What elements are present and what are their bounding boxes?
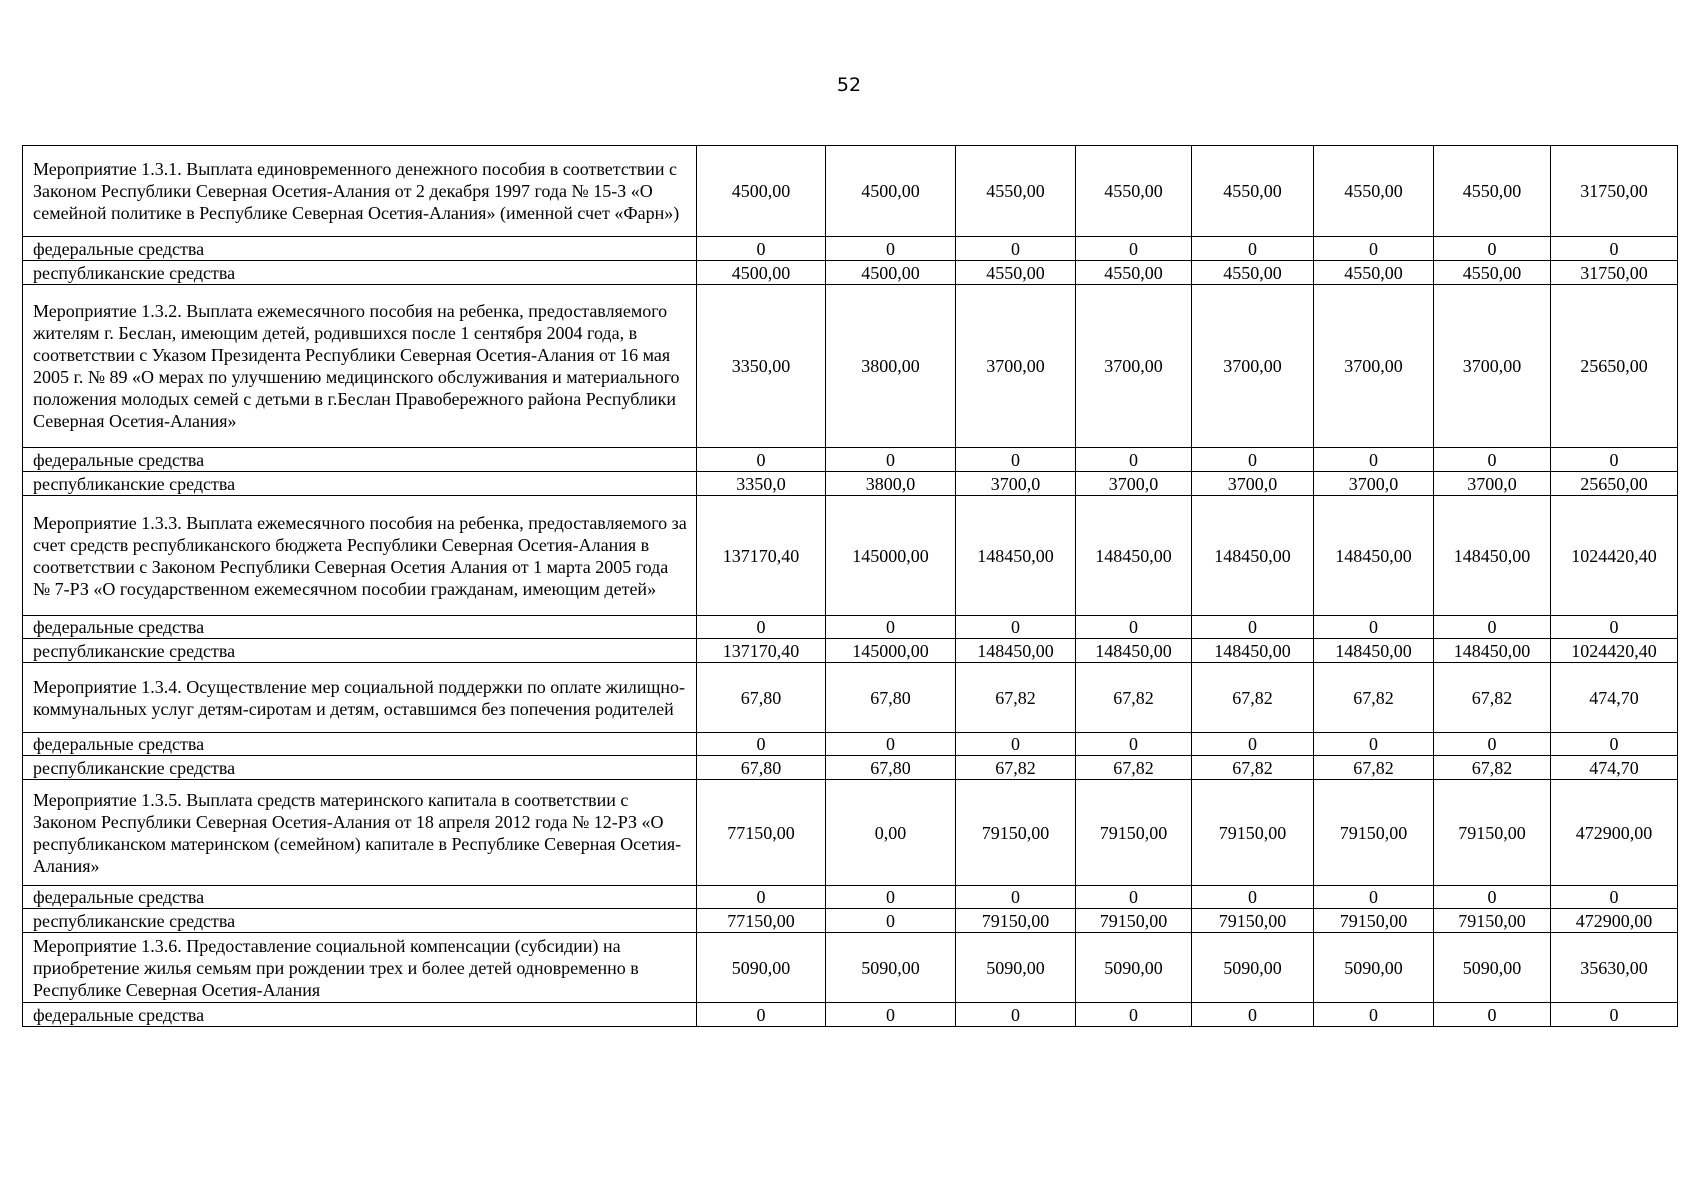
row-value: 5090,00 (1434, 933, 1551, 1003)
row-value: 474,70 (1551, 663, 1678, 733)
row-value: 0 (1434, 448, 1551, 472)
row-value: 1024420,40 (1551, 639, 1678, 663)
row-value: 3350,00 (697, 285, 826, 448)
row-value: 148450,00 (1314, 496, 1434, 616)
row-description: республиканские средства (23, 639, 697, 663)
row-value: 67,80 (697, 756, 826, 780)
row-value: 4500,00 (826, 146, 956, 237)
row-value: 67,82 (1076, 663, 1192, 733)
row-value: 4500,00 (697, 146, 826, 237)
row-value: 3700,0 (1314, 472, 1434, 496)
row-value: 0 (1434, 616, 1551, 639)
row-value: 145000,00 (826, 639, 956, 663)
row-value: 0 (1434, 1003, 1551, 1027)
row-value: 0 (1434, 237, 1551, 261)
page-number: 52 (836, 74, 862, 96)
row-value: 0 (1551, 237, 1678, 261)
row-value: 0 (826, 886, 956, 909)
row-value: 77150,00 (697, 780, 826, 886)
row-value: 0 (1314, 733, 1434, 756)
row-value: 5090,00 (1192, 933, 1314, 1003)
row-value: 3700,00 (1314, 285, 1434, 448)
row-value: 4550,00 (1076, 146, 1192, 237)
row-description: федеральные средства (23, 237, 697, 261)
row-value: 472900,00 (1551, 909, 1678, 933)
row-value: 67,82 (956, 663, 1076, 733)
row-value: 67,82 (1434, 663, 1551, 733)
budget-table (22, 145, 1678, 1027)
row-value: 0 (956, 733, 1076, 756)
row-description: республиканские средства (23, 261, 697, 285)
row-value: 0 (1314, 1003, 1434, 1027)
row-value: 4550,00 (1434, 261, 1551, 285)
row-value: 0 (826, 1003, 956, 1027)
row-value: 0 (1434, 886, 1551, 909)
row-value: 4550,00 (1314, 261, 1434, 285)
row-value: 148450,00 (1076, 496, 1192, 616)
row-value: 79150,00 (1434, 780, 1551, 886)
row-value: 79150,00 (1314, 909, 1434, 933)
row-value: 3700,00 (1192, 285, 1314, 448)
row-description: федеральные средства (23, 1003, 697, 1027)
row-value: 0 (826, 237, 956, 261)
row-value: 0 (956, 237, 1076, 261)
row-value: 137170,40 (697, 639, 826, 663)
row-value: 3700,0 (1192, 472, 1314, 496)
row-value: 79150,00 (1192, 780, 1314, 886)
row-value: 0 (1551, 616, 1678, 639)
row-value: 67,82 (1192, 756, 1314, 780)
row-value: 0 (956, 616, 1076, 639)
row-value: 5090,00 (697, 933, 826, 1003)
row-value: 0 (697, 1003, 826, 1027)
row-value: 4550,00 (956, 146, 1076, 237)
row-value: 4550,00 (1192, 146, 1314, 237)
row-value: 3350,0 (697, 472, 826, 496)
row-value: 79150,00 (1314, 780, 1434, 886)
row-value: 0 (1551, 448, 1678, 472)
row-description: республиканские средства (23, 472, 697, 496)
row-value: 148450,00 (1434, 496, 1551, 616)
row-value: 0 (697, 237, 826, 261)
row-value: 31750,00 (1551, 261, 1678, 285)
row-value: 137170,40 (697, 496, 826, 616)
table-row (23, 261, 1678, 285)
row-value: 0 (826, 733, 956, 756)
row-value: 4550,00 (1434, 146, 1551, 237)
table-row (23, 756, 1678, 780)
row-value: 0 (1192, 448, 1314, 472)
table-row (23, 285, 1678, 448)
table-row (23, 146, 1678, 237)
row-value: 31750,00 (1551, 146, 1678, 237)
row-value: 0,00 (826, 780, 956, 886)
row-value: 0 (956, 448, 1076, 472)
row-value: 35630,00 (1551, 933, 1678, 1003)
row-value: 0 (1192, 616, 1314, 639)
table-row (23, 663, 1678, 733)
row-value: 3700,0 (1076, 472, 1192, 496)
table-row (23, 639, 1678, 663)
row-value: 3700,00 (1076, 285, 1192, 448)
row-value: 0 (1192, 886, 1314, 909)
row-description: Мероприятие 1.3.2. Выплата ежемесячного пособия на ребенка, предоставляемого жителям г. Беслан, имеющим детей, родившихся после 1 сентября 2004 года, в соответствии с Указом Президента Республики Северная Осетия-Алания от 16 мая 2005 г. № 89 «О мерах по улучшению медицинского обслуживания и материального положения молодых семей с детьми в г.Беслан Правобережного района Республики Северная Осетия-Алания» (23, 285, 697, 448)
row-value: 3700,0 (1434, 472, 1551, 496)
row-value: 0 (1076, 733, 1192, 756)
row-value: 79150,00 (956, 909, 1076, 933)
row-description: Мероприятие 1.3.6. Предоставление социальной компенсации (субсидии) на приобретение жилья семьям при рождении трех и более детей одновременно в Республике Северная Осетия-Алания (23, 933, 697, 1003)
row-value: 0 (1076, 448, 1192, 472)
row-value: 3700,0 (956, 472, 1076, 496)
row-value: 0 (697, 616, 826, 639)
row-value: 0 (1551, 1003, 1678, 1027)
row-value: 0 (1076, 237, 1192, 261)
row-value: 4550,00 (1314, 146, 1434, 237)
row-value: 3700,00 (956, 285, 1076, 448)
table-row (23, 780, 1678, 886)
row-value: 148450,00 (956, 639, 1076, 663)
row-description: федеральные средства (23, 616, 697, 639)
row-value: 4550,00 (1076, 261, 1192, 285)
row-value: 79150,00 (956, 780, 1076, 886)
row-description: Мероприятие 1.3.3. Выплата ежемесячного пособия на ребенка, предоставляемого за счет средств республиканского бюджета Республики Северная Осетия-Алания в соответствии с Законом Республики Северная Осетия Алания от 1 марта 2005 года № 7-РЗ «О государственном ежемесячном пособии гражданам, имеющим детей» (23, 496, 697, 616)
row-value: 67,82 (1076, 756, 1192, 780)
row-value: 0 (1551, 733, 1678, 756)
row-description: федеральные средства (23, 448, 697, 472)
row-value: 3700,00 (1434, 285, 1551, 448)
row-value: 0 (1192, 237, 1314, 261)
row-description: Мероприятие 1.3.4. Осуществление мер социальной поддержки по оплате жилищно-коммунальных услуг детям-сиротам и детям, оставшимся без попечения родителей (23, 663, 697, 733)
table-row (23, 616, 1678, 639)
row-description: республиканские средства (23, 909, 697, 933)
row-value: 0 (1076, 886, 1192, 909)
row-value: 0 (1192, 1003, 1314, 1027)
table-row (23, 933, 1678, 1003)
row-value: 148450,00 (956, 496, 1076, 616)
row-value: 79150,00 (1192, 909, 1314, 933)
row-value: 0 (1314, 616, 1434, 639)
row-value: 67,80 (697, 663, 826, 733)
row-value: 5090,00 (956, 933, 1076, 1003)
row-value: 472900,00 (1551, 780, 1678, 886)
row-value: 77150,00 (697, 909, 826, 933)
row-value: 1024420,40 (1551, 496, 1678, 616)
table-row (23, 448, 1678, 472)
row-value: 0 (956, 886, 1076, 909)
row-value: 67,82 (1192, 663, 1314, 733)
row-value: 67,82 (1314, 663, 1434, 733)
row-value: 0 (1314, 886, 1434, 909)
table-body (23, 146, 1678, 1027)
row-value: 0 (1192, 733, 1314, 756)
row-value: 67,82 (1434, 756, 1551, 780)
row-value: 67,82 (1314, 756, 1434, 780)
row-value: 79150,00 (1076, 780, 1192, 886)
row-value: 5090,00 (826, 933, 956, 1003)
row-value: 0 (1314, 448, 1434, 472)
row-value: 5090,00 (1314, 933, 1434, 1003)
row-value: 79150,00 (1076, 909, 1192, 933)
row-value: 0 (1076, 616, 1192, 639)
table-row (23, 237, 1678, 261)
table-row (23, 1003, 1678, 1027)
row-value: 3800,0 (826, 472, 956, 496)
row-value: 148450,00 (1192, 496, 1314, 616)
row-value: 25650,00 (1551, 472, 1678, 496)
row-value: 4500,00 (697, 261, 826, 285)
row-value: 0 (1076, 1003, 1192, 1027)
row-value: 0 (826, 448, 956, 472)
row-value: 67,80 (826, 663, 956, 733)
row-value: 4550,00 (956, 261, 1076, 285)
row-value: 0 (826, 616, 956, 639)
row-value: 5090,00 (1076, 933, 1192, 1003)
row-value: 148450,00 (1076, 639, 1192, 663)
row-description: федеральные средства (23, 886, 697, 909)
row-value: 0 (956, 1003, 1076, 1027)
row-value: 148450,00 (1192, 639, 1314, 663)
row-value: 3800,00 (826, 285, 956, 448)
row-value: 0 (1434, 733, 1551, 756)
table-row (23, 886, 1678, 909)
row-value: 0 (697, 733, 826, 756)
row-description: Мероприятие 1.3.5. Выплата средств материнского капитала в соответствии с Законом Республики Северная Осетия-Алания от 18 апреля 2012 года № 12-РЗ «О республиканском материнском (семейном) капитале в Республике Северная Осетия-Алания» (23, 780, 697, 886)
row-value: 4550,00 (1192, 261, 1314, 285)
row-value: 79150,00 (1434, 909, 1551, 933)
row-value: 0 (697, 448, 826, 472)
table-row (23, 733, 1678, 756)
row-value: 148450,00 (1434, 639, 1551, 663)
table-row (23, 909, 1678, 933)
row-value: 474,70 (1551, 756, 1678, 780)
row-value: 67,82 (956, 756, 1076, 780)
row-description: республиканские средства (23, 756, 697, 780)
row-value: 0 (697, 886, 826, 909)
row-value: 0 (826, 909, 956, 933)
table-row (23, 496, 1678, 616)
row-value: 4500,00 (826, 261, 956, 285)
table-row (23, 472, 1678, 496)
row-description: Мероприятие 1.3.1. Выплата единовременного денежного пособия в соответствии с Законом Республики Северная Осетия-Алания от 2 декабря 1997 года № 15-З «О семейной политике в Республике Северная Осетия-Алания» (именной счет «Фарн») (23, 146, 697, 237)
row-value: 145000,00 (826, 496, 956, 616)
row-value: 0 (1314, 237, 1434, 261)
row-value: 148450,00 (1314, 639, 1434, 663)
row-value: 0 (1551, 886, 1678, 909)
row-value: 67,80 (826, 756, 956, 780)
row-description: федеральные средства (23, 733, 697, 756)
row-value: 25650,00 (1551, 285, 1678, 448)
